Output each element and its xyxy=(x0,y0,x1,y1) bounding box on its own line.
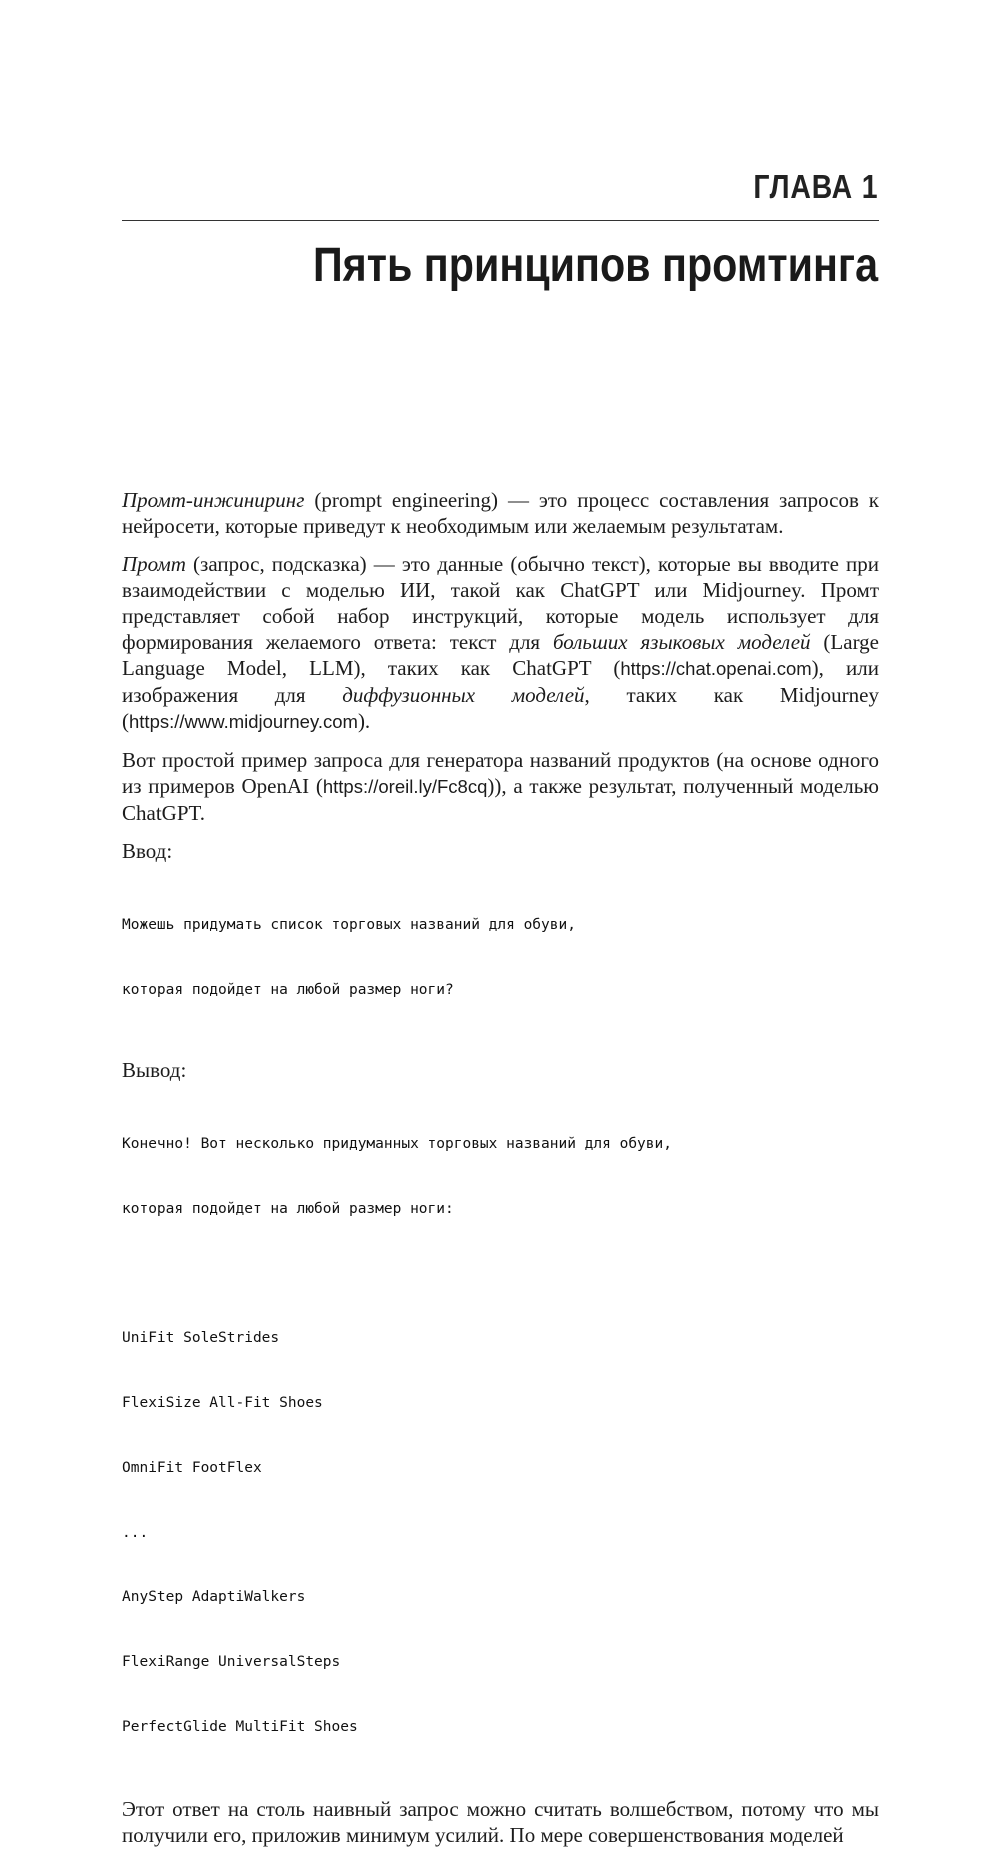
paragraph-prompt-engineering-definition xyxy=(122,487,879,539)
output-code-block xyxy=(122,1091,879,1782)
term-diffusion-models: диффузионных моделей xyxy=(342,683,585,707)
code-line: FlexiRange UniversalSteps xyxy=(122,1654,341,1671)
term-llm: больших языковых моделей xyxy=(552,630,811,654)
paragraph-text: )), а также результат, полученный моделью ChatGPT. xyxy=(122,774,879,825)
paragraph-text: , таких как Midjourney ( xyxy=(122,683,879,733)
code-line: UniFit SoleStrides xyxy=(122,1330,280,1347)
input-label: Ввод: xyxy=(122,839,173,863)
code-line: OmniFit FootFlex xyxy=(122,1459,262,1476)
paragraph-prompt-definition xyxy=(122,551,879,735)
output-label: Вывод: xyxy=(122,1057,187,1082)
chapter-divider xyxy=(122,220,879,221)
paragraph-text: ), или изображения для xyxy=(122,656,880,707)
chapter-body xyxy=(122,487,879,1860)
code-line: Конечно! Вот несколько придуманных торговых названий для обуви, xyxy=(122,1135,672,1152)
code-line: PerfectGlide MultiFit Shoes xyxy=(122,1718,358,1735)
paragraph-example-intro xyxy=(122,747,879,826)
code-line: FlexiSize All-Fit Shoes xyxy=(122,1395,323,1412)
code-line: Можешь придумать список торговых названий для обуви, xyxy=(122,917,576,934)
input-code-block xyxy=(122,872,879,1045)
paragraph-text: (Large Language Model, LLM), таких как ChatGPT ( xyxy=(122,630,880,680)
paragraph-result-comment: Этот ответ на столь наивный запрос можно считать волшебством, потому что мы получили его, приложив минимум усилий. По мере совершенствования моделей xyxy=(122,1796,879,1847)
code-line: ... xyxy=(122,1524,149,1541)
code-line: AnyStep AdaptiWalkers xyxy=(122,1589,306,1606)
paragraph-text: ). xyxy=(357,709,371,733)
chapter-title: Пять принципов промтинга xyxy=(312,239,878,292)
term-prompt-engineering: Промт-инжиниринг xyxy=(122,488,305,512)
openai-example-link[interactable]: https://oreil.ly/Fc8cq xyxy=(322,776,488,797)
code-line xyxy=(122,1264,879,1286)
paragraph-text: Вот простой пример запроса для генератора названий продуктов (на основе одного из примеров OpenAI ( xyxy=(122,748,879,798)
chapter-label: ГЛАВА 1 xyxy=(752,168,878,205)
chatgpt-link[interactable]: https://chat.openai.com xyxy=(620,658,812,679)
midjourney-link[interactable]: https://www.midjourney.com xyxy=(129,711,358,732)
paragraph-text: (запрос, подсказка) — это данные (обычно текст), которые вы вводите при взаимодействии с моделью ИИ, такой как ChatGPT или Midjourney. Промт представляет собой набор инструкций, которые модель использует для формирования желаемого ответа: текст для xyxy=(122,552,879,654)
term-prompt: Промт xyxy=(122,552,186,576)
code-line: которая подойдет на любой размер ноги? xyxy=(122,981,454,998)
paragraph-text: (prompt engineering) — это процесс составления запросов к нейросети, которые приведут к необходимым или желаемым результатам. xyxy=(122,488,879,538)
code-line: которая подойдет на любой размер ноги: xyxy=(122,1200,454,1217)
